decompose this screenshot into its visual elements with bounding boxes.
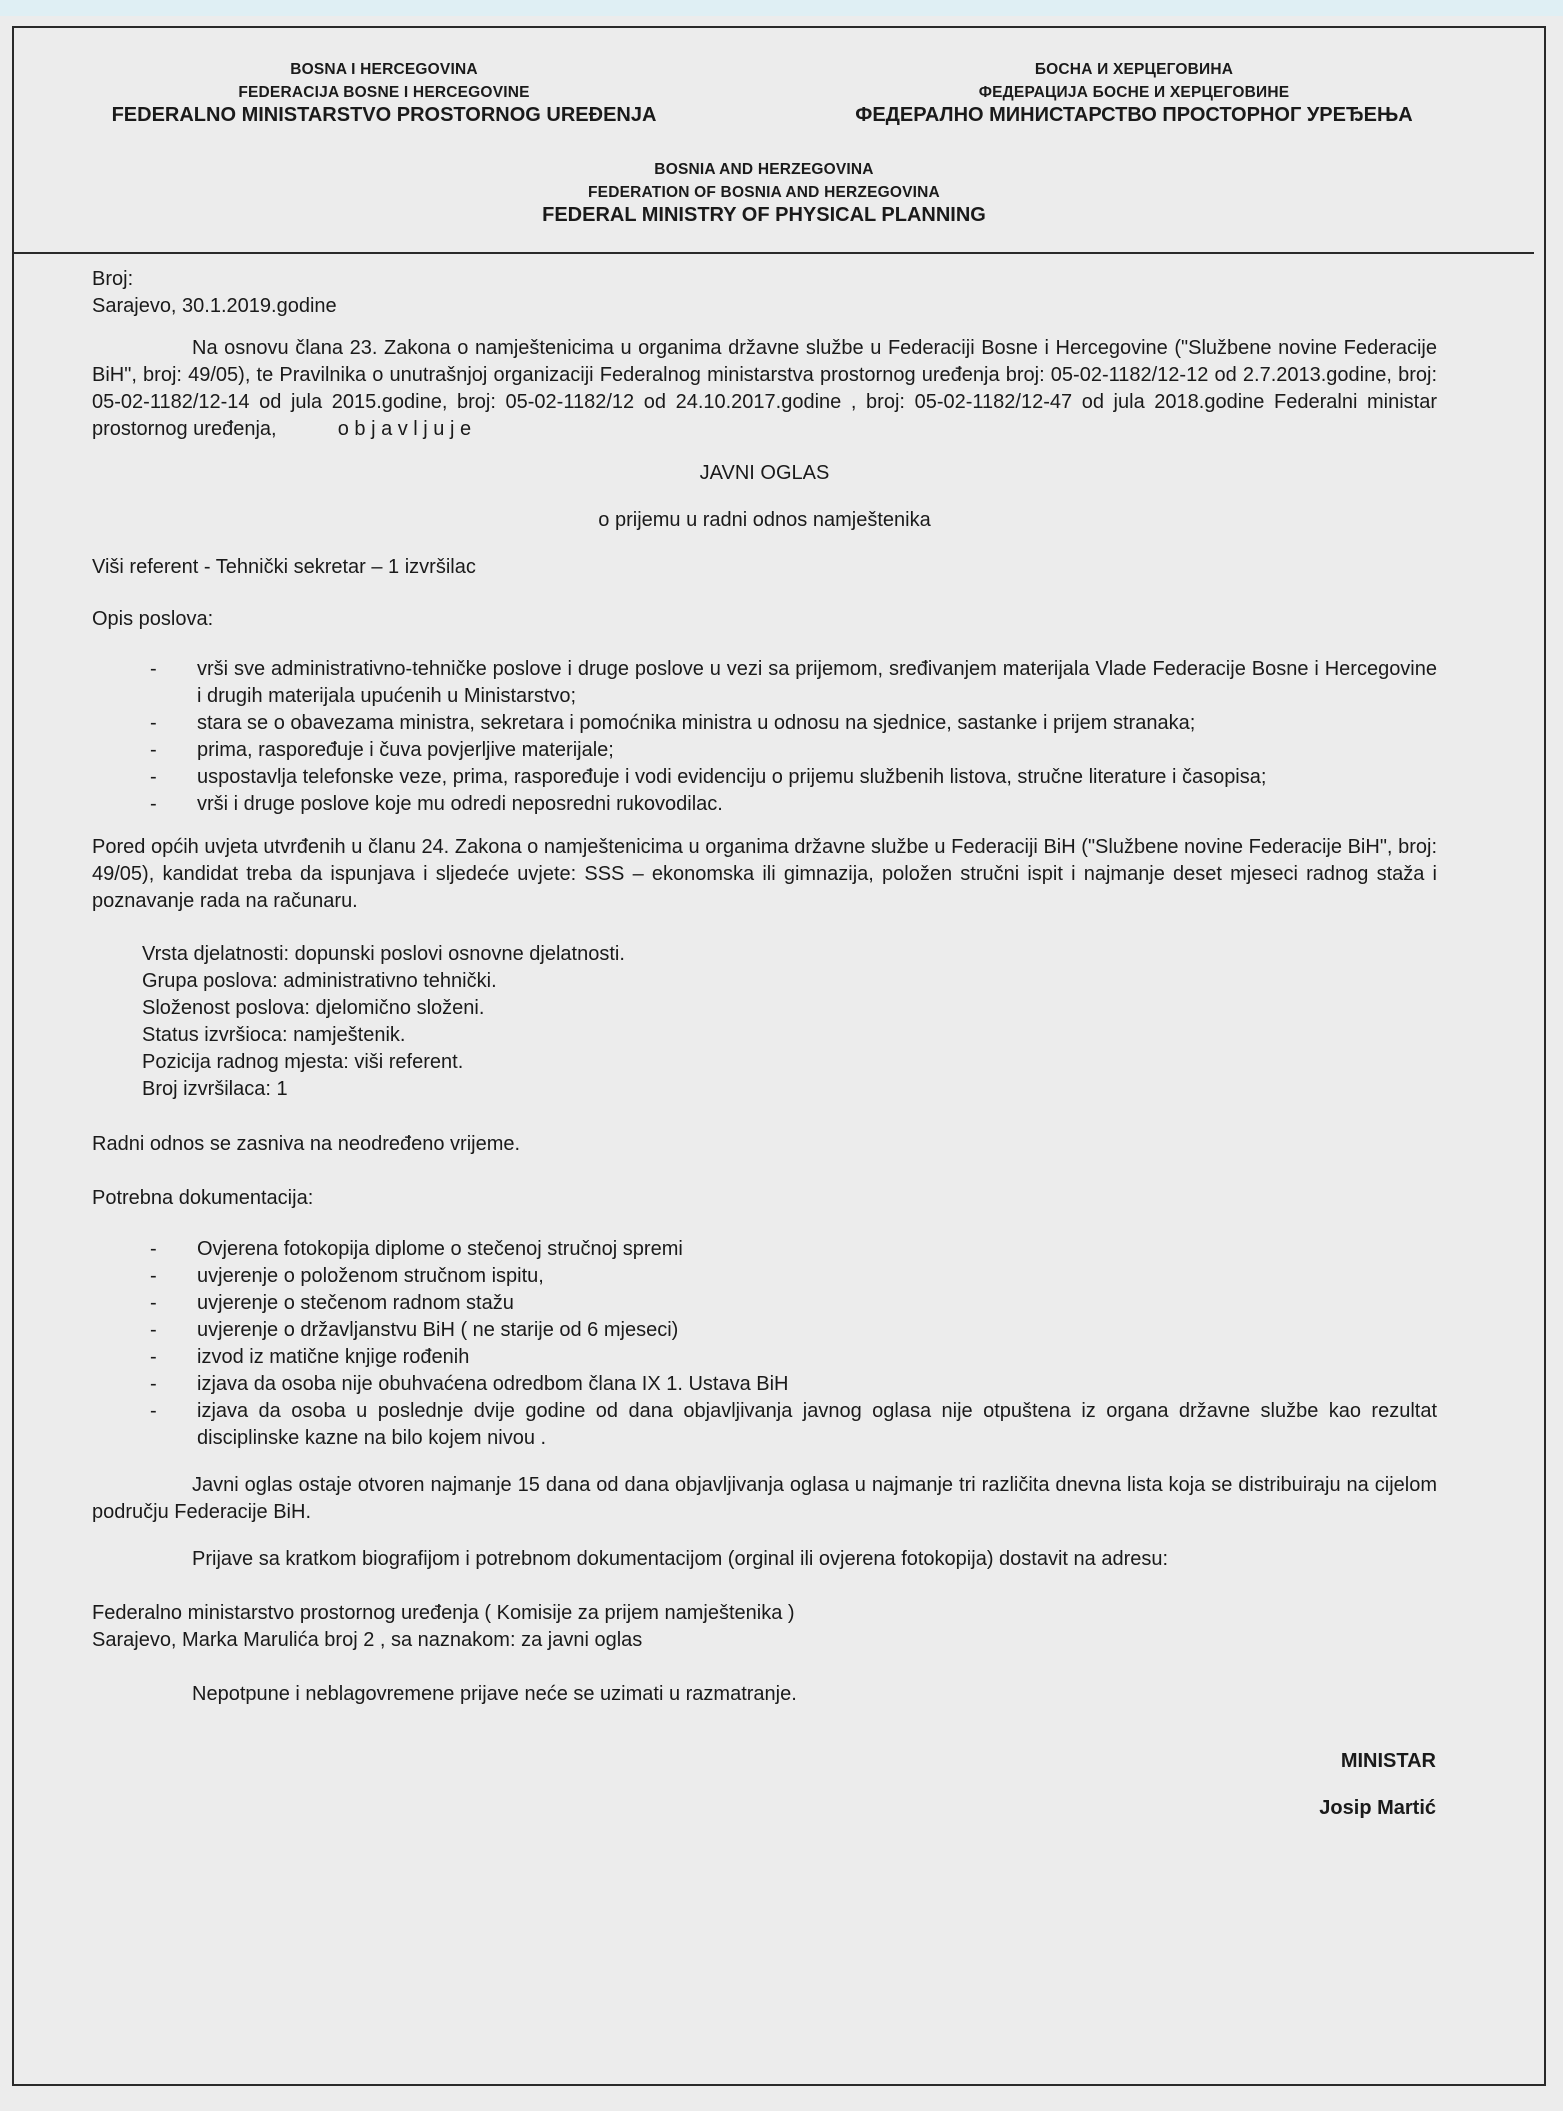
address-line-2: Sarajevo, Marka Marulića broj 2 , sa naznakom: za javni oglas (92, 1629, 643, 1651)
detail-line: Broj izvršilaca: 1 (142, 1078, 288, 1100)
closing-note: Nepotpune i neblagovremene prijave neće se uzimati u razmatranje. (192, 1683, 797, 1705)
duties-list (92, 656, 1437, 818)
reference-number: Broj: (92, 268, 134, 290)
header-country-cyrillic: БОСНА И ХЕРЦЕГОВИНА (1034, 61, 1234, 78)
list-item: - uvjerenje o državljanstvu BiH ( ne starije od 6 mjeseci) (150, 1319, 679, 1341)
header-divider (14, 252, 1534, 254)
position-title: Viši referent - Tehnički sekretar – 1 izvršilac (92, 556, 476, 578)
open-period-paragraph: Javni oglas ostaje otvoren najmanje 15 dana od dana objavljivanja oglasa u najmanje tri različita dnevna lista koja se distribuiraju na cijelom području Federacije BiH. (92, 1474, 1437, 1523)
document-body (92, 266, 1437, 1822)
header-country-english: BOSNIA AND HERZEGOVINA (654, 161, 874, 178)
list-item: - izvod iz matične knjige rođenih (150, 1346, 470, 1368)
document-subtitle: o prijemu u radni odnos namještenika (598, 509, 931, 531)
header-federation: FEDERACIJA BOSNE I HERCEGOVINE (238, 84, 530, 101)
header-english-block (414, 158, 1114, 227)
detail-line: Složenost poslova: djelomično složeni. (142, 997, 485, 1019)
list-item: - prima, raspoređuje i čuva povjerljive materijale; (150, 739, 614, 761)
announces-word: o b j a v l j u j e (337, 418, 472, 440)
header-ministry-cyrillic: ФЕДЕРАЛНО МИНИСТАРСТВО ПРОСТОРНОГ УРЕЂЕЊА (855, 104, 1413, 126)
signature-name: Josip Martić (1319, 1797, 1436, 1819)
list-item: - vrši sve administrativno-tehničke poslove i druge poslove u vezi sa prijemom, sređivanjem materijala Vlade Federacije Bosne i Hercegovine i drugih materijala upućenih u Ministarstvo; (150, 658, 1437, 707)
signature-title: MINISTAR (1340, 1750, 1436, 1772)
list-item: - stara se o obavezama ministra, sekretara i pomoćnika ministra u odnosu na sjednice, sastanke i prijem stranaka; (150, 712, 1196, 734)
list-item: - izjava da osoba u poslednje dvije godine od dana objavljivanja javnog oglasa nije otpuštena iz organa državne službe kao rezultat disciplinske kazne na bilo kojem nivou . (150, 1400, 1437, 1449)
list-item: - izjava da osoba nije obuhvaćena odredbom člana IX 1. Ustava BiH (150, 1373, 789, 1395)
list-item: - Ovjerena fotokopija diplome o stečenoj stručnoj spremi (150, 1238, 683, 1260)
intro-paragraph (92, 335, 1437, 443)
docs-heading: Potrebna dokumentacija: (92, 1187, 314, 1209)
header-cyrillic-block (774, 58, 1494, 127)
header-ministry: FEDERALNO MINISTARSTVO PROSTORNOG UREĐENJA (111, 104, 657, 126)
list-item: - uvjerenje o stečenom radnom stažu (150, 1292, 514, 1314)
document-title: JAVNI OGLAS (699, 462, 830, 484)
detail-line: Vrsta djelatnosti: dopunski poslovi osnovne djelatnosti. (142, 943, 625, 965)
docs-list (92, 1236, 1437, 1452)
conditions-paragraph: Pored općih uvjeta utvrđenih u članu 24. Zakona o namještenicima u organima državne službe u Federaciji BiH ("Službene novine Federacije BiH", broj: 49/05), kandidat treba da ispunjava i sljedeće uvjete: SSS – ekonomska ili gimnazija, položen stručni ispit i najmanje deset mjeseci radnog staža i poznavanje rada na računaru. (92, 836, 1437, 912)
document-frame (12, 26, 1546, 2086)
header-federation-cyrillic: ФЕДЕРАЦИЈА БОСНЕ И ХЕРЦЕГОВИНЕ (978, 84, 1290, 101)
duties-heading: Opis poslova: (92, 608, 214, 630)
detail-line: Grupa poslova: administrativno tehnički. (142, 970, 497, 992)
list-item: - uvjerenje o položenom stručnom ispitu, (150, 1265, 544, 1287)
list-item: - vrši i druge poslove koje mu odredi neposredni rukovodilac. (150, 793, 723, 815)
position-details (92, 941, 1437, 1103)
header-federation-english: FEDERATION OF BOSNIA AND HERZEGOVINA (588, 184, 940, 201)
list-item: - uspostavlja telefonske veze, prima, raspoređuje i vodi evidenciju o prijemu službenih listova, stručne literature i časopisa; (150, 766, 1267, 788)
header-latin-block (54, 58, 714, 127)
detail-line: Pozicija radnog mjesta: viši referent. (142, 1051, 464, 1073)
top-color-strip (0, 0, 1563, 16)
intro-text: Na osnovu člana 23. Zakona o namještenicima u organima državne službe u Federaciji Bosne i Hercegovine ("Službene novine Federacije BiH", broj: 49/05), te Pravilnika o unutrašnjoj organizaciji Federalnog ministarstva prostornog uređenja broj: 05-02-1182/12-12 od 2.7.2013.godine, broj: 05-02-1182/12-14 od jula 2015.godine, broj: 05-02-1182/12 od 24.10.2017.godine , broj: 05-02-1182/12-47 od jula 2018.godine Federalni ministar prostornog uređenja, (92, 337, 1437, 440)
application-paragraph: Prijave sa kratkom biografijom i potrebnom dokumentacijom (orginal ili ovjerena fotokopija) dostavit na adresu: (192, 1548, 1169, 1570)
place-date: Sarajevo, 30.1.2019.godine (92, 295, 337, 317)
header-ministry-english: FEDERAL MINISTRY OF PHYSICAL PLANNING (542, 204, 986, 226)
header-country: BOSNA I HERCEGOVINA (290, 61, 478, 78)
employment-type: Radni odnos se zasniva na neodređeno vrijeme. (92, 1133, 521, 1155)
address-line-1: Federalno ministarstvo prostornog uređenja ( Komisije za prijem namještenika ) (92, 1602, 795, 1624)
detail-line: Status izvršioca: namještenik. (142, 1024, 406, 1046)
